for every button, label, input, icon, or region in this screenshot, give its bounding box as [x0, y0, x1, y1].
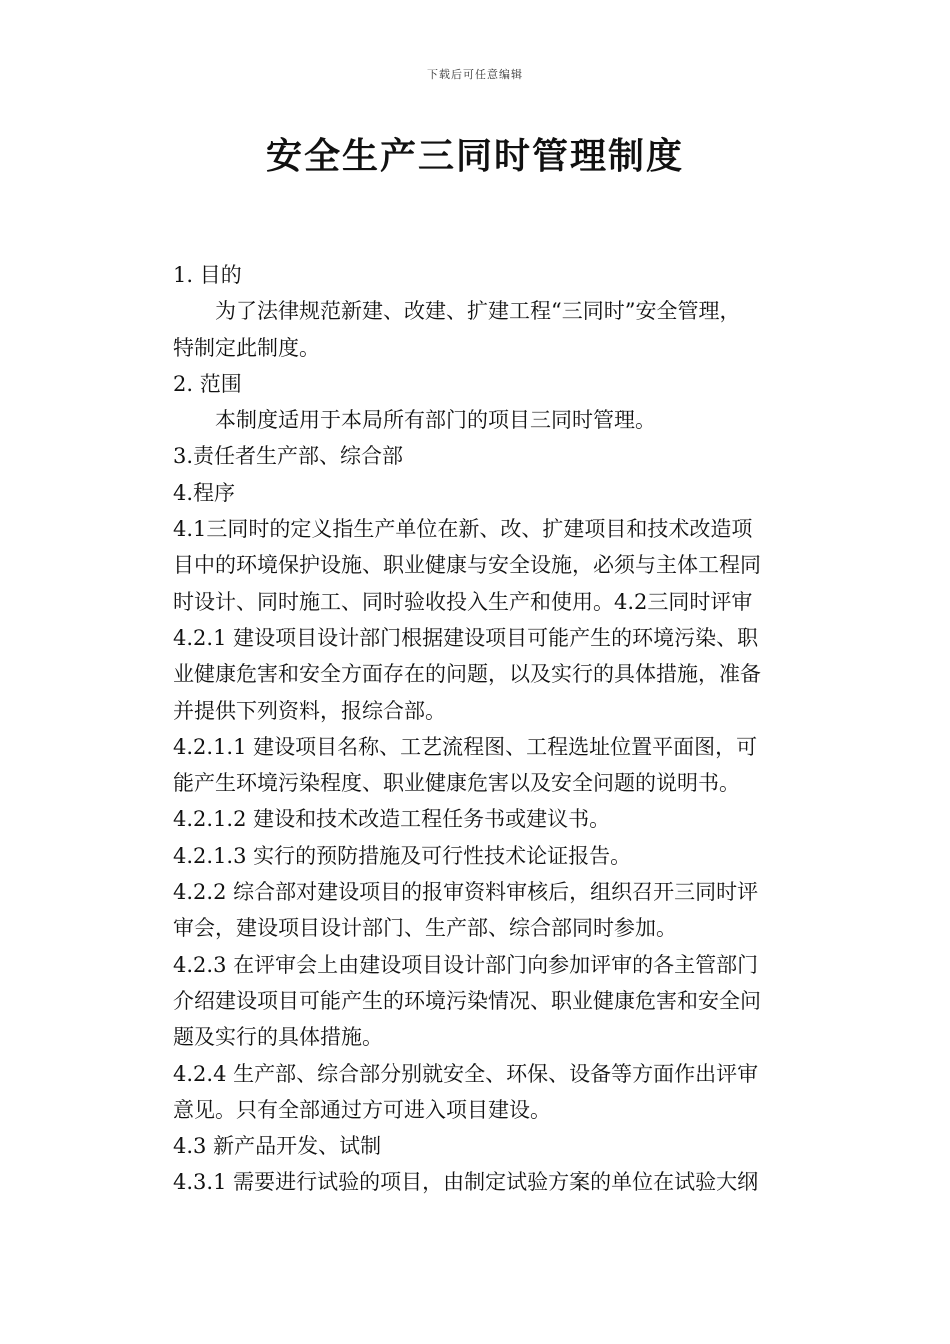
- body-line: 时设计、同时施工、同时验收投入生产和使用。4.2三同时评审: [173, 589, 753, 614]
- body-line: 3.责任者生产部、综合部: [173, 444, 404, 469]
- body-line: 4.2.3 在评审会上由建设项目设计部门向参加评审的各主管部门: [173, 952, 759, 977]
- body-line: 并提供下列资料，报综合部。: [173, 698, 446, 723]
- body-line: 4.3.1 需要进行试验的项目，由制定试验方案的单位在试验大纲: [173, 1170, 759, 1195]
- body-line: 4.2.2 综合部对建设项目的报审资料审核后，组织召开三同时评: [173, 880, 759, 905]
- body-line: 4.2.1.1 建设项目名称、工艺流程图、工程选址位置平面图，可: [173, 734, 758, 759]
- body-line: 4.2.1.3 实行的预防措施及可行性技术论证报告。: [173, 843, 632, 868]
- body-line: 4.2.4 生产部、综合部分别就安全、环保、设备等方面作出评审: [173, 1061, 759, 1086]
- body-line: 4.2.1 建设项目设计部门根据建设项目可能产生的环境污染、职: [173, 625, 759, 650]
- body-line: 4.1三同时的定义指生产单位在新、改、扩建项目和技术改造项: [173, 517, 753, 542]
- document-title: 安全生产三同时管理制度: [265, 135, 684, 177]
- body-line: 4.2.1.2 建设和技术改造工程任务书或建议书。: [173, 807, 611, 832]
- header-note: 下载后可任意编辑: [427, 68, 523, 81]
- body-line: 本制度适用于本局所有部门的项目三同时管理。: [215, 408, 656, 433]
- body-line: 特制定此制度。: [173, 335, 320, 360]
- body-line: 4.程序: [173, 480, 236, 505]
- body-line: 题及实行的具体措施。: [173, 1025, 383, 1050]
- body-line: 4.3 新产品开发、试制: [173, 1134, 382, 1159]
- body-line: 2. 范围: [173, 371, 242, 396]
- body-line: 能产生环境污染程度、职业健康危害以及安全问题的说明书。: [173, 771, 740, 796]
- body-line: 1. 目的: [173, 263, 242, 287]
- body-line: 为了法律规范新建、改建、扩建工程“三同时”安全管理，: [215, 299, 741, 324]
- body-line: 业健康危害和安全方面存在的问题，以及实行的具体措施，准备: [173, 662, 761, 687]
- body-line: 介绍建设项目可能产生的环境污染情况、职业健康危害和安全问: [173, 988, 761, 1013]
- body-line: 审会，建设项目设计部门、生产部、综合部同时参加。: [173, 916, 677, 941]
- body-line: 目中的环境保护设施、职业健康与安全设施，必须与主体工程同: [173, 553, 761, 578]
- document-body: [173, 257, 813, 1201]
- body-line: 意见。只有全部通过方可进入项目建设。: [173, 1097, 551, 1122]
